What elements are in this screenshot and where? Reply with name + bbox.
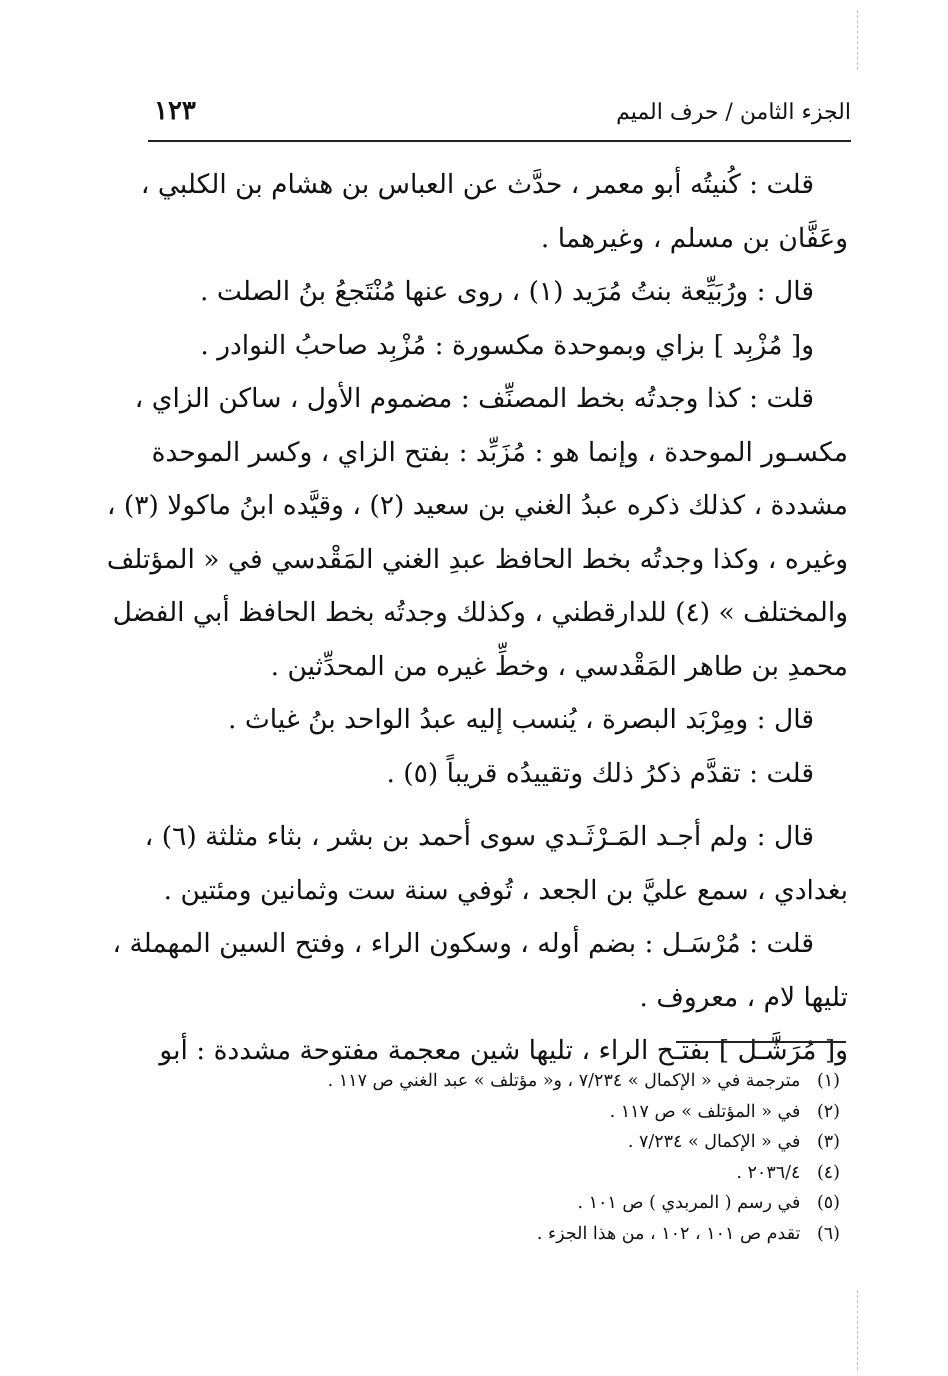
footnote xyxy=(150,1188,840,1219)
footnote-number: (٣) xyxy=(816,1132,840,1152)
text-line: قال : ورُبَيِّعة بنتُ مُرَيد (١) ، روى عنها مُنْتَجعُ بنُ الصلت . xyxy=(200,276,814,307)
footnote xyxy=(150,1219,840,1250)
footnote-number: (٤) xyxy=(816,1162,840,1183)
text-line: وغيره ، وكذا وجدتُه بخط الحافظ عبدِ الغني المَقْدسي في « المؤتلف xyxy=(106,543,848,575)
text-line: و[ مُزْبِد ] بزاي وبموحدة مكسورة : مُزْبِد صاحبُ النوادر . xyxy=(200,329,814,361)
text-line: والمختلف » (٤) للدارقطني ، وكذلك وجدتُه بخط الحافظ أبي الفضل xyxy=(112,597,848,628)
footnotes xyxy=(150,1066,840,1249)
footnote-number: (٦) xyxy=(816,1223,840,1244)
footnote-number: (٢) xyxy=(816,1101,840,1122)
text-line: وعَفَّان بن مسلم ، وغيرهما . xyxy=(540,222,848,254)
page-number: ١٢٣ xyxy=(154,96,196,126)
page-header xyxy=(148,92,851,142)
footnote xyxy=(150,1097,840,1128)
footnote-separator xyxy=(676,1041,846,1043)
text-line: بغدادي ، سمع عليَّ بن الجعد ، تُوفي سنة ست وثمانين ومئتين . xyxy=(163,874,848,906)
text-line: و[ مُرَشَّـل ] بفتـح الراء ، تليها شين معجمة مفتوحة مشددة : أبو xyxy=(159,1035,848,1066)
footnote-number: (٥) xyxy=(816,1193,840,1213)
running-title: الجزء الثامن / حرف الميم xyxy=(616,100,851,125)
footnote-text: في « المؤتلف » ص ١١٧ . xyxy=(609,1101,801,1122)
text-line: تليها لام ، معروف . xyxy=(639,981,848,1013)
text-line: قال : ولم أجـد المَـرْثَـدي سوى أحمد بن بشر ، بثاء مثلثة (٦) ، xyxy=(144,821,814,852)
footnote-text: مترجمة في « الإكمال » ٧/٢٣٤ ، و« مؤتلف » عبد الغني ص ١١٧ . xyxy=(327,1071,801,1091)
text-line: قلت : مُرْسَـل : بضم أوله ، وسكون الراء ، وفتح السين المهملة ، xyxy=(112,928,814,959)
scan-margin-mark xyxy=(857,1290,858,1370)
footnote xyxy=(150,1158,840,1189)
scan-margin-mark xyxy=(857,10,858,70)
text-line: قلت : تقدَّم ذكرُ ذلك وتقييدُه قريباً (٥) . xyxy=(386,757,814,789)
text-line: قال : ومِرْبَد البصرة ، يُنسب إليه عبدُ الواحد بنُ غياث . xyxy=(228,704,814,735)
footnote-text: تقدم ص ١٠١ ، ١٠٢ ، من هذا الجزء . xyxy=(536,1223,801,1244)
text-line: محمدِ بن طاهر المَقْدسي ، وخطِّ غيره من المحدِّثين . xyxy=(270,650,848,682)
footnote-text: في « الإكمال » ٧/٢٣٤ . xyxy=(627,1132,801,1152)
footnote xyxy=(150,1066,840,1097)
text-line: مكسـور الموحدة ، وإنما هو : مُزَبِّد : بفتح الزاي ، وكسر الموحدة xyxy=(151,436,848,468)
text-line: مشددة ، كذلك ذكره عبدُ الغني بن سعيد (٢) ، وقيَّده ابنُ ماكولا (٣) ، xyxy=(106,490,848,521)
footnote xyxy=(150,1127,840,1158)
footnote-text: ٢٠٣٦/٤ . xyxy=(736,1162,801,1183)
text-line: قلت : كذا وجدتُه بخط المصنِّف : مضموم الأول ، ساكن الزاي ، xyxy=(134,383,814,414)
main-text xyxy=(106,158,848,1078)
footnote-number: (١) xyxy=(816,1071,840,1091)
footnote-text: في رسم ( المربدي ) ص ١٠١ . xyxy=(577,1193,801,1213)
text-line: قلت : كُنيتُه أبو معمر ، حدَّث عن العباس بن هشام بن الكلبي ، xyxy=(140,169,814,200)
